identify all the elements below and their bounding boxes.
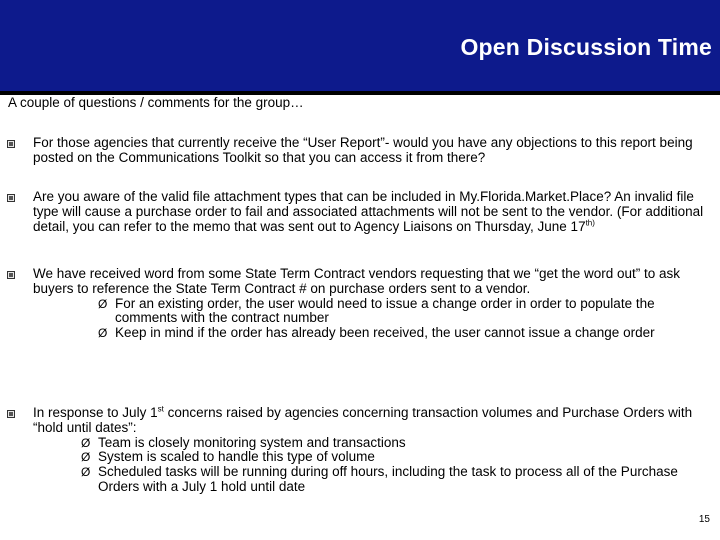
arrow-bullet-icon: Ø [81,465,91,480]
square-bullet-icon [7,140,15,148]
arrow-bullet-icon: Ø [98,296,108,311]
arrow-bullet-icon: Ø [98,326,108,341]
sub-bullet: Ø For an existing order, the user would need to issue a change order in order to populate the comments with the contract number [98,295,655,326]
bullet-text: We have received word from some State Term Contract vendors requesting that we “get the word out” to ask buyers to reference the State Term Contract # on purchase orders sent to a vendor. [33,266,681,296]
square-bullet-icon [7,410,15,418]
square-bullet-icon [7,271,15,279]
bullet-text: Are you aware of the valid file attachment types that can be included in My.Florida.Market.Place? An invalid file type will cause a purchase order to fail and associated attachments will not be sent to the vendor. (For additional detail, you can refer to the memo that was sent out to Agency Liaisons on Thursday, June $17^{th)}$ [33,189,704,234]
title-banner [0,0,720,95]
square-bullet-icon [7,194,15,202]
arrow-bullet-icon: Ø [81,435,91,450]
sub-bullet: Ø Scheduled tasks will be running during off hours, including the task to process all of the Purchase Orders with a July 1 hold until date [81,464,678,494]
sub-bullet: Ø Team is closely monitoring system and transactions [81,434,406,450]
sub-bullet: Ø System is scaled to handle this type of volume [81,449,375,465]
page-title: Open Discussion Time [460,34,712,60]
bullet-text: In response to July 1st concerns raised by agencies concerning transaction volumes and Purchase Orders with “hold until dates”: [33,404,693,435]
bullet-text: For those agencies that currently receive the “User Report”- would you have any objections to this report being posted on the Communications Toolkit so that you can access it from there? [33,135,693,165]
sub-bullet: Ø Keep in mind if the order has already been received, the user cannot issue a change order [98,325,655,341]
arrow-bullet-icon: Ø [81,450,91,465]
intro-text: A couple of questions / comments for the group… [8,95,304,110]
page-number: 15 [698,514,710,525]
